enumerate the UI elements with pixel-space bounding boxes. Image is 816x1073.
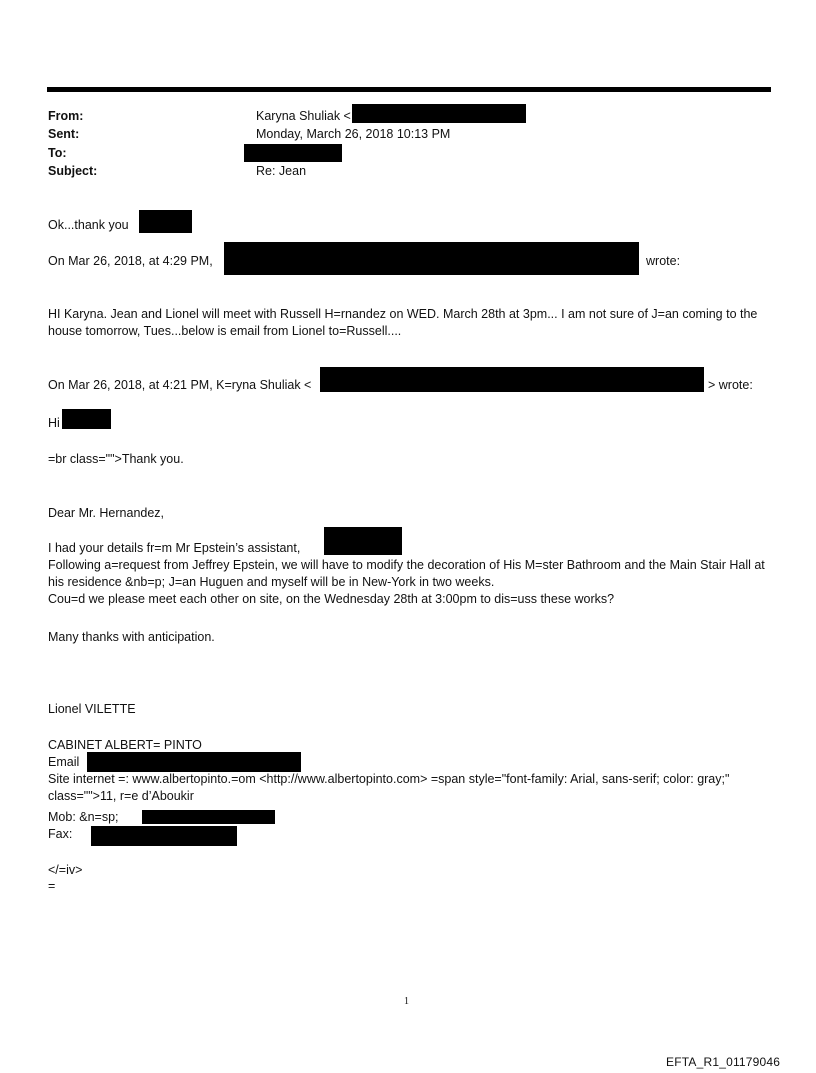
sent-label: Sent: (48, 127, 80, 141)
page-number: 1 (404, 996, 409, 1007)
header-rule (47, 87, 771, 92)
br-thank-you: =br class="">Thank you. (48, 452, 184, 466)
signature-name: Lionel VILETTE (48, 702, 136, 716)
redaction-quote2-email (320, 367, 704, 392)
close-div-text: </=iv> (48, 863, 83, 877)
quote1-suffix: wrote: (646, 254, 681, 268)
redaction-email (87, 752, 301, 772)
redaction-to (244, 144, 342, 162)
sent-value: Monday, March 26, 2018 10:13 PM (256, 127, 451, 141)
redaction-reply-name (139, 210, 192, 233)
document-id: EFTA_R1_01179046 (666, 1055, 781, 1069)
redaction-fax (91, 826, 237, 846)
company-name: CABINET ALBERT= PINTO (48, 738, 202, 752)
subject-value: Re: Jean (256, 164, 307, 178)
to-label: To: (48, 146, 67, 160)
email-label: Email (48, 755, 80, 769)
reply-text: Ok...thank you (48, 218, 129, 232)
redaction-assistant (324, 527, 402, 555)
redaction-quote1-sender (224, 242, 639, 275)
redaction-mobile (142, 810, 275, 824)
from-value: Karyna Shuliak < (256, 109, 351, 123)
quote2-suffix: > wrote: (708, 378, 753, 392)
fax-label: Fax: (48, 827, 73, 841)
letter-paragraph: Following a=request from Jeffrey Epstein, we will have to modify the decoration of His M=ster Bathroom and the Main Stair Hall at his residence &nb=p; J=an Huguen and myself will be in New-York in two weeks. (48, 558, 765, 589)
letter-line1: I had your details fr=m Mr Epstein’s assistant, (48, 541, 301, 555)
letter-thanks: Many thanks with anticipation. (48, 630, 215, 644)
quote1-prefix: On Mar 26, 2018, at 4:29 PM, (48, 254, 213, 268)
mob-label: Mob: &n=sp; (48, 810, 119, 824)
redaction-hi-name (62, 409, 111, 429)
from-label: From: (48, 109, 84, 123)
hi-text: Hi (48, 416, 60, 430)
quote2-prefix: On Mar 26, 2018, at 4:21 PM, K=ryna Shuliak < (48, 378, 312, 392)
equals-text: = (48, 879, 56, 893)
subject-label: Subject: (48, 164, 98, 178)
para-meeting: HI Karyna. Jean and Lionel will meet with Russell H=rnandez on WED. March 28th at 3pm... I am not sure of J=an coming to the house tomorrow, Tues...below is email from Lionel to=Russell.... (48, 307, 758, 338)
letter-salutation: Dear Mr. Hernandez, (48, 506, 165, 520)
site-line: Site internet =: www.albertopinto.=om <http://www.albertopinto.com> =span style="font-family: Arial, sans-serif; color: gray;" class="">11, r=e d’Aboukir (48, 772, 730, 803)
redaction-from-email (352, 104, 526, 123)
letter-question: Cou=d we please meet each other on site, on the Wednesday 28th at 3:00pm to dis=uss these works? (48, 592, 615, 606)
